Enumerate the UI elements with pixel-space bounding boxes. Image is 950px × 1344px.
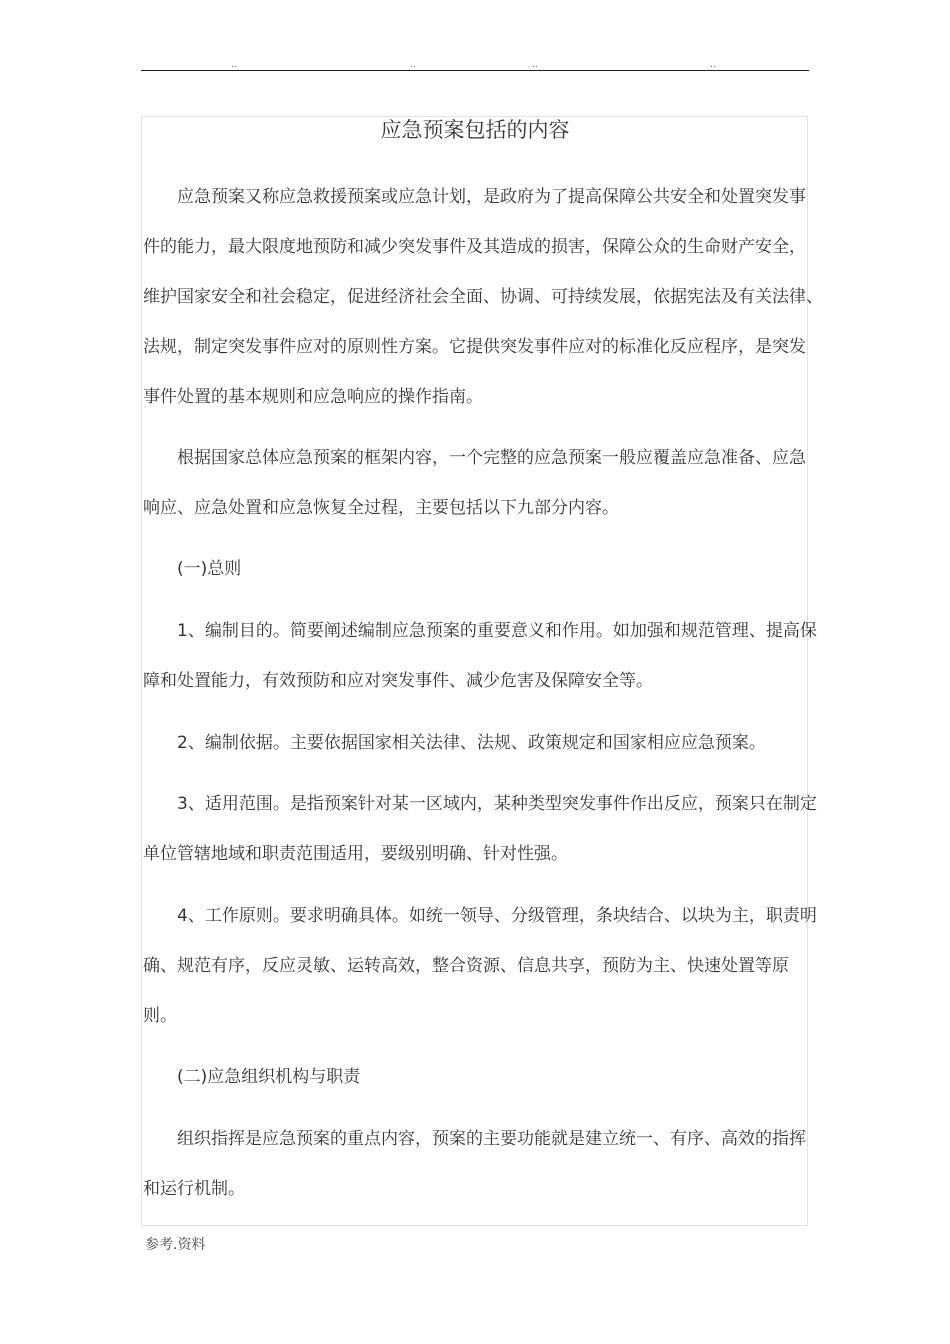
paragraph-line: 确、规范有序，反应灵敏、运转高效，整合资源、信息共享，预防为主、快速处置等原 [143, 956, 789, 976]
paragraph-line: 4、工作原则。要求明确具体。如统一领导、分级管理，条块结合、以块为主，职责明 [177, 906, 817, 926]
header-mark: .. [532, 60, 538, 70]
paragraph-line: 法规，制定突发事件应对的原则性方案。它提供突发事件应对的标准化反应程序，是突发 [143, 337, 806, 357]
paragraph-line: 障和处置能力，有效预防和应对突发事件、减少危害及保障安全等。 [143, 671, 653, 691]
paragraph-line: 组织指挥是应急预案的重点内容，预案的主要功能就是建立统一、有序、高效的指挥 [177, 1129, 806, 1149]
section-heading: (二)应急组织机构与职责 [177, 1067, 361, 1087]
footer-text: 参考.资料 [145, 1237, 206, 1253]
header-mark: .. [231, 60, 237, 70]
paragraph-line: 应急预案又称应急救援预案或应急计划，是政府为了提高保障公共安全和处置突发事 [177, 187, 806, 207]
paragraph-line: 维护国家安全和社会稳定，促进经济社会全面、协调、可持续发展，依据宪法及有关法律、 [143, 287, 823, 307]
paragraph-line: 和运行机制。 [143, 1179, 245, 1199]
paragraph-line: 3、适用范围。是指预案针对某一区域内，某种类型突发事件作出反应，预案只在制定 [177, 794, 817, 814]
paragraph-line: 事件处置的基本规则和应急响应的操作指南。 [143, 387, 483, 407]
header-rule [141, 70, 809, 71]
document-title: 应急预案包括的内容 [380, 118, 570, 142]
header-mark: .. [710, 60, 716, 70]
paragraph-line: 响应、应急处置和应急恢复全过程，主要包括以下九部分内容。 [143, 498, 619, 518]
header-mark: .. [410, 60, 416, 70]
paragraph-line: 2、编制依据。主要依据国家相关法律、法规、政策规定和国家相应应急预案。 [177, 733, 766, 753]
paragraph-line: 件的能力，最大限度地预防和减少突发事件及其造成的损害，保障公众的生命财产安全， [143, 237, 806, 257]
paragraph-line: 单位管辖地域和职责范围适用，要级别明确、针对性强。 [143, 844, 568, 864]
section-heading: (一)总则 [177, 559, 242, 579]
paragraph-line: 1、编制目的。简要阐述编制应急预案的重要意义和作用。如加强和规范管理、提高保 [177, 621, 817, 641]
paragraph-line: 根据国家总体应急预案的框架内容，一个完整的应急预案一般应覆盖应急准备、应急 [177, 448, 806, 468]
paragraph-line: 则。 [143, 1006, 177, 1026]
